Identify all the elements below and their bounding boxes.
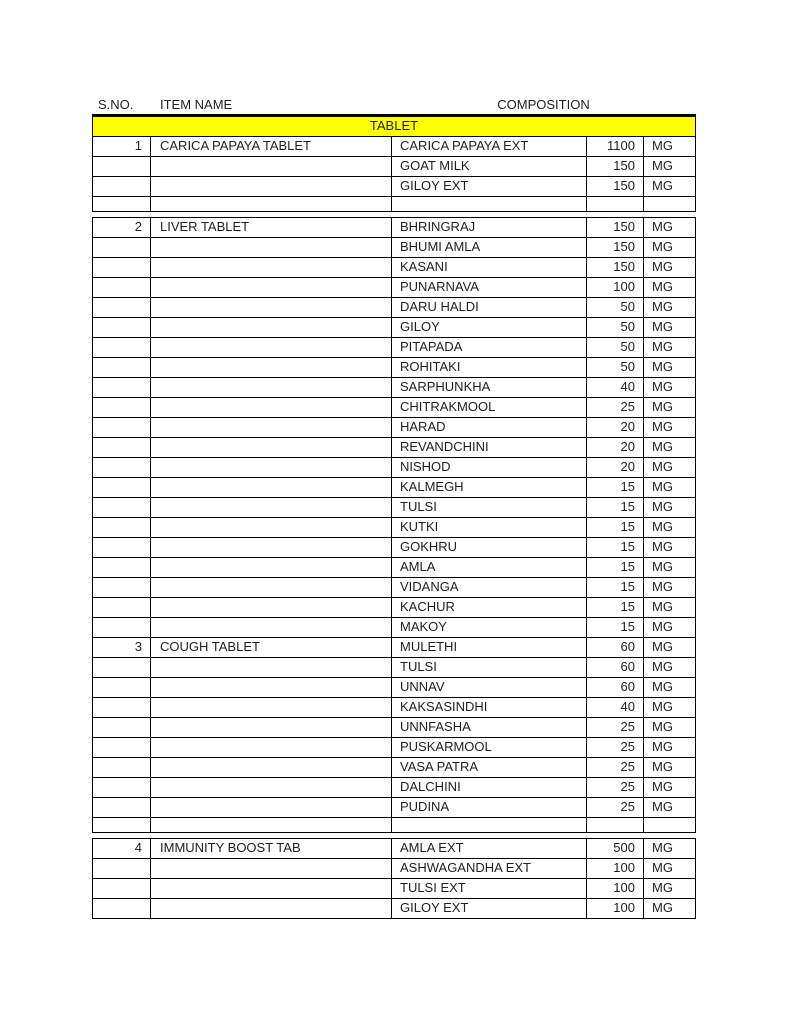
item-name-cell bbox=[150, 418, 391, 437]
table-row bbox=[92, 538, 696, 558]
table-row bbox=[92, 558, 696, 578]
sno-cell bbox=[92, 418, 150, 437]
unit-cell: MG bbox=[643, 839, 696, 858]
quantity-cell: 50 bbox=[586, 358, 643, 377]
item-name-cell bbox=[150, 518, 391, 537]
ingredient-cell: TULSI bbox=[391, 498, 586, 517]
table-row bbox=[92, 498, 696, 518]
item-name-cell bbox=[150, 318, 391, 337]
unit-cell: MG bbox=[643, 899, 696, 918]
sno-cell bbox=[92, 438, 150, 457]
ingredient-cell: UNNFASHA bbox=[391, 718, 586, 737]
quantity-cell: 100 bbox=[586, 859, 643, 878]
item-name-cell bbox=[150, 438, 391, 457]
sno-cell bbox=[92, 278, 150, 297]
item-name-cell bbox=[150, 758, 391, 777]
item-name-cell bbox=[150, 258, 391, 277]
item-name-cell bbox=[150, 618, 391, 637]
table-row bbox=[92, 478, 696, 498]
quantity-cell: 40 bbox=[586, 378, 643, 397]
unit-cell: MG bbox=[643, 438, 696, 457]
col-header-composition: COMPOSITION bbox=[497, 97, 590, 112]
unit-cell: MG bbox=[643, 157, 696, 176]
ingredient-cell: PITAPADA bbox=[391, 338, 586, 357]
sno-cell bbox=[92, 658, 150, 677]
unit-cell: MG bbox=[643, 358, 696, 377]
sno-cell bbox=[92, 758, 150, 777]
sno-cell bbox=[92, 818, 150, 832]
sno-cell bbox=[92, 398, 150, 417]
item-name-cell bbox=[150, 358, 391, 377]
quantity-cell: 15 bbox=[586, 578, 643, 597]
quantity-cell: 15 bbox=[586, 558, 643, 577]
ingredient-cell: SARPHUNKHA bbox=[391, 378, 586, 397]
ingredient-cell: BHUMI AMLA bbox=[391, 238, 586, 257]
ingredient-cell: UNNAV bbox=[391, 678, 586, 697]
item-name-cell bbox=[150, 157, 391, 176]
ingredient-cell: BHRINGRAJ bbox=[391, 218, 586, 237]
quantity-cell: 15 bbox=[586, 478, 643, 497]
table-row bbox=[92, 358, 696, 378]
table-row bbox=[92, 899, 696, 919]
unit-cell: MG bbox=[643, 558, 696, 577]
quantity-cell: 150 bbox=[586, 218, 643, 237]
sno-cell bbox=[92, 718, 150, 737]
quantity-cell: 25 bbox=[586, 738, 643, 757]
table-row bbox=[92, 638, 696, 658]
ingredient-cell: GOAT MILK bbox=[391, 157, 586, 176]
unit-cell: MG bbox=[643, 698, 696, 717]
table-row bbox=[92, 378, 696, 398]
ingredient-cell: AMLA EXT bbox=[391, 839, 586, 858]
sno-cell bbox=[92, 258, 150, 277]
sno-cell bbox=[92, 358, 150, 377]
sno-cell: 4 bbox=[92, 839, 150, 858]
unit-cell: MG bbox=[643, 177, 696, 196]
table-row bbox=[92, 798, 696, 818]
ingredient-cell: KAKSASINDHI bbox=[391, 698, 586, 717]
quantity-cell: 15 bbox=[586, 518, 643, 537]
unit-cell: MG bbox=[643, 678, 696, 697]
ingredient-cell: ASHWAGANDHA EXT bbox=[391, 859, 586, 878]
table-row bbox=[92, 838, 696, 859]
sno-cell bbox=[92, 318, 150, 337]
unit-cell: MG bbox=[643, 879, 696, 898]
item-name-cell bbox=[150, 278, 391, 297]
table-row bbox=[92, 518, 696, 538]
section-banner-label: TABLET bbox=[369, 118, 419, 133]
ingredient-cell: TULSI bbox=[391, 658, 586, 677]
table-row bbox=[92, 137, 696, 157]
table-row bbox=[92, 598, 696, 618]
item-name-cell bbox=[150, 678, 391, 697]
item-name-cell bbox=[150, 398, 391, 417]
item-name-cell bbox=[150, 538, 391, 557]
quantity-cell: 1100 bbox=[586, 137, 643, 156]
table-row bbox=[92, 318, 696, 338]
ingredient-cell: DALCHINI bbox=[391, 778, 586, 797]
quantity-cell: 100 bbox=[586, 278, 643, 297]
unit-cell bbox=[643, 197, 696, 211]
ingredient-cell: AMLA bbox=[391, 558, 586, 577]
ingredient-cell: VASA PATRA bbox=[391, 758, 586, 777]
unit-cell bbox=[643, 818, 696, 832]
ingredient-cell: MULETHI bbox=[391, 638, 586, 657]
empty-row bbox=[92, 818, 696, 833]
unit-cell: MG bbox=[643, 318, 696, 337]
sno-cell bbox=[92, 458, 150, 477]
table-row bbox=[92, 738, 696, 758]
item-name-cell bbox=[150, 899, 391, 918]
ingredient-cell: KACHUR bbox=[391, 598, 586, 617]
quantity-cell bbox=[586, 197, 643, 211]
ingredient-cell: TULSI EXT bbox=[391, 879, 586, 898]
unit-cell: MG bbox=[643, 859, 696, 878]
table-row bbox=[92, 879, 696, 899]
table-row bbox=[92, 278, 696, 298]
unit-cell: MG bbox=[643, 778, 696, 797]
quantity-cell: 15 bbox=[586, 498, 643, 517]
unit-cell: MG bbox=[643, 718, 696, 737]
section-banner bbox=[92, 114, 696, 137]
item-name-cell bbox=[150, 478, 391, 497]
item-name-cell bbox=[150, 859, 391, 878]
item-name-cell bbox=[150, 458, 391, 477]
ingredient-cell: NISHOD bbox=[391, 458, 586, 477]
quantity-cell: 25 bbox=[586, 758, 643, 777]
sno-cell bbox=[92, 478, 150, 497]
ingredient-cell: GILOY bbox=[391, 318, 586, 337]
sno-cell bbox=[92, 798, 150, 817]
item-name-cell bbox=[150, 738, 391, 757]
unit-cell: MG bbox=[643, 258, 696, 277]
ingredient-cell: ROHITAKI bbox=[391, 358, 586, 377]
ingredient-cell: GILOY EXT bbox=[391, 177, 586, 196]
quantity-cell: 25 bbox=[586, 398, 643, 417]
ingredient-cell: PUNARNAVA bbox=[391, 278, 586, 297]
ingredient-cell: KUTKI bbox=[391, 518, 586, 537]
ingredient-cell: MAKOY bbox=[391, 618, 586, 637]
sno-cell bbox=[92, 298, 150, 317]
unit-cell: MG bbox=[643, 137, 696, 156]
item-name-cell: IMMUNITY BOOST TAB bbox=[150, 839, 391, 858]
ingredient-cell: CARICA PAPAYA EXT bbox=[391, 137, 586, 156]
table-row bbox=[92, 298, 696, 318]
item-name-cell bbox=[150, 818, 391, 832]
quantity-cell: 500 bbox=[586, 839, 643, 858]
table-row bbox=[92, 258, 696, 278]
unit-cell: MG bbox=[643, 738, 696, 757]
unit-cell: MG bbox=[643, 638, 696, 657]
ingredient-cell bbox=[391, 197, 586, 211]
sno-cell bbox=[92, 879, 150, 898]
item-name-cell bbox=[150, 778, 391, 797]
item-name-cell bbox=[150, 578, 391, 597]
sno-cell bbox=[92, 177, 150, 196]
unit-cell: MG bbox=[643, 458, 696, 477]
quantity-cell: 25 bbox=[586, 718, 643, 737]
sno-cell bbox=[92, 859, 150, 878]
item-name-cell bbox=[150, 177, 391, 196]
item-name-cell: LIVER TABLET bbox=[150, 218, 391, 237]
ingredient-cell: REVANDCHINI bbox=[391, 438, 586, 457]
sno-cell bbox=[92, 558, 150, 577]
ingredient-cell: HARAD bbox=[391, 418, 586, 437]
unit-cell: MG bbox=[643, 398, 696, 417]
empty-row bbox=[92, 197, 696, 212]
sno-cell bbox=[92, 618, 150, 637]
table-row bbox=[92, 338, 696, 358]
sno-cell bbox=[92, 778, 150, 797]
quantity-cell: 60 bbox=[586, 658, 643, 677]
sno-cell bbox=[92, 678, 150, 697]
unit-cell: MG bbox=[643, 538, 696, 557]
quantity-cell: 15 bbox=[586, 598, 643, 617]
ingredient-cell: CHITRAKMOOL bbox=[391, 398, 586, 417]
item-name-cell bbox=[150, 558, 391, 577]
table-body bbox=[92, 137, 696, 919]
item-name-cell bbox=[150, 338, 391, 357]
unit-cell: MG bbox=[643, 478, 696, 497]
ingredient-cell: KALMEGH bbox=[391, 478, 586, 497]
sno-cell bbox=[92, 197, 150, 211]
unit-cell: MG bbox=[643, 798, 696, 817]
ingredient-cell bbox=[391, 818, 586, 832]
sno-cell bbox=[92, 378, 150, 397]
unit-cell: MG bbox=[643, 298, 696, 317]
unit-cell: MG bbox=[643, 278, 696, 297]
table-row bbox=[92, 438, 696, 458]
table-row bbox=[92, 758, 696, 778]
table-row bbox=[92, 618, 696, 638]
unit-cell: MG bbox=[643, 758, 696, 777]
item-name-cell bbox=[150, 378, 391, 397]
table-row bbox=[92, 678, 696, 698]
ingredient-table bbox=[92, 114, 696, 919]
unit-cell: MG bbox=[643, 578, 696, 597]
sno-cell bbox=[92, 498, 150, 517]
quantity-cell: 60 bbox=[586, 638, 643, 657]
table-row bbox=[92, 778, 696, 798]
table-row bbox=[92, 157, 696, 177]
item-name-cell: COUGH TABLET bbox=[150, 638, 391, 657]
item-name-cell bbox=[150, 197, 391, 211]
sno-cell: 1 bbox=[92, 137, 150, 156]
item-name-cell bbox=[150, 658, 391, 677]
table-row bbox=[92, 418, 696, 438]
sno-cell bbox=[92, 738, 150, 757]
sno-cell bbox=[92, 518, 150, 537]
table-row bbox=[92, 238, 696, 258]
quantity-cell: 100 bbox=[586, 899, 643, 918]
table-row bbox=[92, 859, 696, 879]
item-name-cell bbox=[150, 498, 391, 517]
item-name-cell bbox=[150, 238, 391, 257]
quantity-cell: 20 bbox=[586, 438, 643, 457]
ingredient-cell: GOKHRU bbox=[391, 538, 586, 557]
quantity-cell: 50 bbox=[586, 318, 643, 337]
quantity-cell: 15 bbox=[586, 538, 643, 557]
ingredient-cell: DARU HALDI bbox=[391, 298, 586, 317]
unit-cell: MG bbox=[643, 658, 696, 677]
item-name-cell bbox=[150, 698, 391, 717]
item-name-cell bbox=[150, 879, 391, 898]
unit-cell: MG bbox=[643, 338, 696, 357]
quantity-cell: 15 bbox=[586, 618, 643, 637]
ingredient-cell: PUSKARMOOL bbox=[391, 738, 586, 757]
sno-cell: 2 bbox=[92, 218, 150, 237]
table-row bbox=[92, 398, 696, 418]
table-row bbox=[92, 217, 696, 238]
table-row bbox=[92, 658, 696, 678]
column-header-row bbox=[92, 97, 696, 113]
unit-cell: MG bbox=[643, 418, 696, 437]
sno-cell bbox=[92, 578, 150, 597]
unit-cell: MG bbox=[643, 218, 696, 237]
item-name-cell bbox=[150, 798, 391, 817]
item-name-cell: CARICA PAPAYA TABLET bbox=[150, 137, 391, 156]
sno-cell bbox=[92, 238, 150, 257]
unit-cell: MG bbox=[643, 618, 696, 637]
quantity-cell: 60 bbox=[586, 678, 643, 697]
sno-cell bbox=[92, 157, 150, 176]
col-header-sno: S.NO. bbox=[98, 97, 134, 112]
unit-cell: MG bbox=[643, 238, 696, 257]
item-name-cell bbox=[150, 598, 391, 617]
table-row bbox=[92, 578, 696, 598]
sno-cell bbox=[92, 538, 150, 557]
table-row bbox=[92, 718, 696, 738]
table-row bbox=[92, 698, 696, 718]
quantity-cell: 20 bbox=[586, 418, 643, 437]
sno-cell bbox=[92, 698, 150, 717]
quantity-cell: 25 bbox=[586, 778, 643, 797]
quantity-cell: 50 bbox=[586, 338, 643, 357]
sno-cell bbox=[92, 338, 150, 357]
col-header-item-name: ITEM NAME bbox=[160, 97, 233, 112]
sno-cell bbox=[92, 598, 150, 617]
unit-cell: MG bbox=[643, 598, 696, 617]
item-name-cell bbox=[150, 298, 391, 317]
sno-cell bbox=[92, 899, 150, 918]
item-name-cell bbox=[150, 718, 391, 737]
quantity-cell: 50 bbox=[586, 298, 643, 317]
ingredient-cell: PUDINA bbox=[391, 798, 586, 817]
quantity-cell: 150 bbox=[586, 177, 643, 196]
quantity-cell: 100 bbox=[586, 879, 643, 898]
unit-cell: MG bbox=[643, 498, 696, 517]
quantity-cell bbox=[586, 818, 643, 832]
table-row bbox=[92, 177, 696, 197]
unit-cell: MG bbox=[643, 378, 696, 397]
quantity-cell: 40 bbox=[586, 698, 643, 717]
ingredient-cell: GILOY EXT bbox=[391, 899, 586, 918]
ingredient-cell: VIDANGA bbox=[391, 578, 586, 597]
ingredient-cell: KASANI bbox=[391, 258, 586, 277]
quantity-cell: 150 bbox=[586, 157, 643, 176]
unit-cell: MG bbox=[643, 518, 696, 537]
sno-cell: 3 bbox=[92, 638, 150, 657]
quantity-cell: 20 bbox=[586, 458, 643, 477]
quantity-cell: 25 bbox=[586, 798, 643, 817]
quantity-cell: 150 bbox=[586, 258, 643, 277]
table-row bbox=[92, 458, 696, 478]
quantity-cell: 150 bbox=[586, 238, 643, 257]
